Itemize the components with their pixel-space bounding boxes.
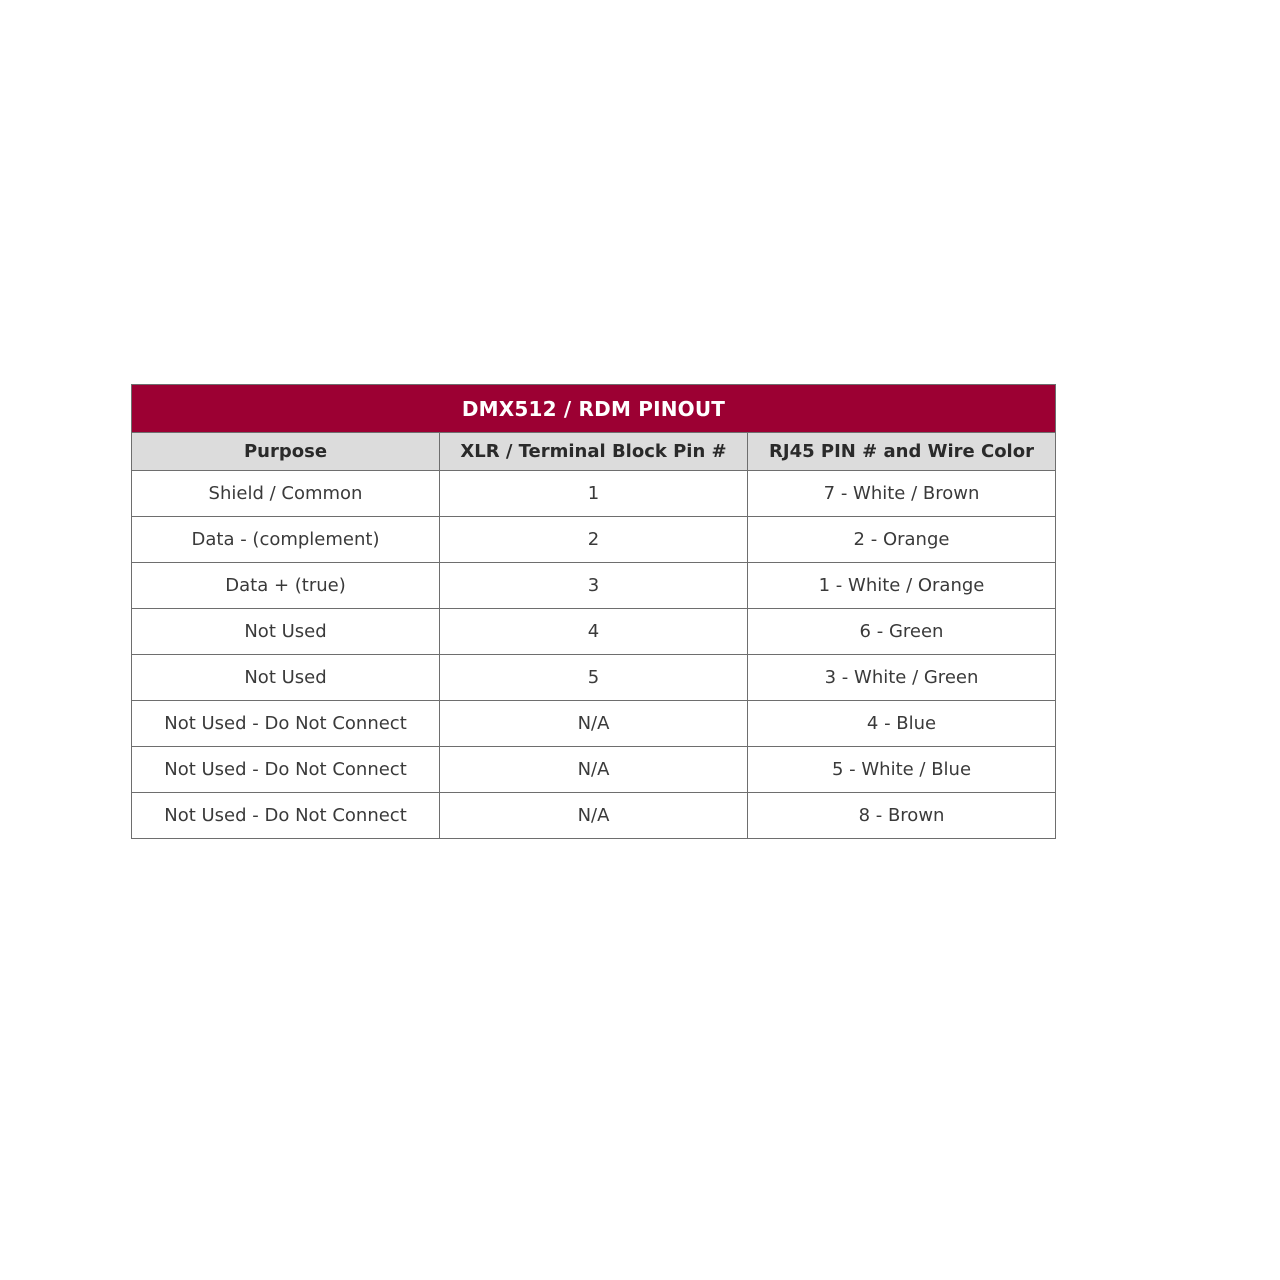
cell-xlr-pin: 3 [440,563,748,609]
header-rj45-pin: RJ45 PIN # and Wire Color [748,433,1056,471]
cell-purpose: Data + (true) [132,563,440,609]
table-row [132,609,1056,655]
table-row [132,793,1056,839]
pinout-table [131,384,1056,839]
header-purpose: Purpose [132,433,440,471]
cell-xlr-pin: N/A [440,747,748,793]
cell-xlr-pin: 5 [440,655,748,701]
cell-rj45-pin: 4 - Blue [748,701,1056,747]
table-row [132,747,1056,793]
cell-rj45-pin: 6 - Green [748,609,1056,655]
cell-xlr-pin: 1 [440,471,748,517]
cell-rj45-pin: 3 - White / Green [748,655,1056,701]
cell-purpose: Shield / Common [132,471,440,517]
table-row [132,655,1056,701]
table-row [132,563,1056,609]
cell-rj45-pin: 8 - Brown [748,793,1056,839]
table-row [132,471,1056,517]
table-row [132,517,1056,563]
cell-rj45-pin: 5 - White / Blue [748,747,1056,793]
cell-purpose: Not Used [132,609,440,655]
table-body [132,471,1056,839]
title-row [132,385,1056,433]
cell-purpose: Not Used - Do Not Connect [132,793,440,839]
table-head [132,385,1056,471]
cell-xlr-pin: 2 [440,517,748,563]
cell-rj45-pin: 2 - Orange [748,517,1056,563]
cell-purpose: Not Used [132,655,440,701]
cell-purpose: Not Used - Do Not Connect [132,701,440,747]
cell-xlr-pin: N/A [440,793,748,839]
cell-xlr-pin: N/A [440,701,748,747]
header-xlr-pin: XLR / Terminal Block Pin # [440,433,748,471]
header-row [132,433,1056,471]
cell-xlr-pin: 4 [440,609,748,655]
cell-purpose: Data - (complement) [132,517,440,563]
cell-purpose: Not Used - Do Not Connect [132,747,440,793]
table-title: DMX512 / RDM PINOUT [132,385,1056,433]
cell-rj45-pin: 7 - White / Brown [748,471,1056,517]
cell-rj45-pin: 1 - White / Orange [748,563,1056,609]
table-row [132,701,1056,747]
